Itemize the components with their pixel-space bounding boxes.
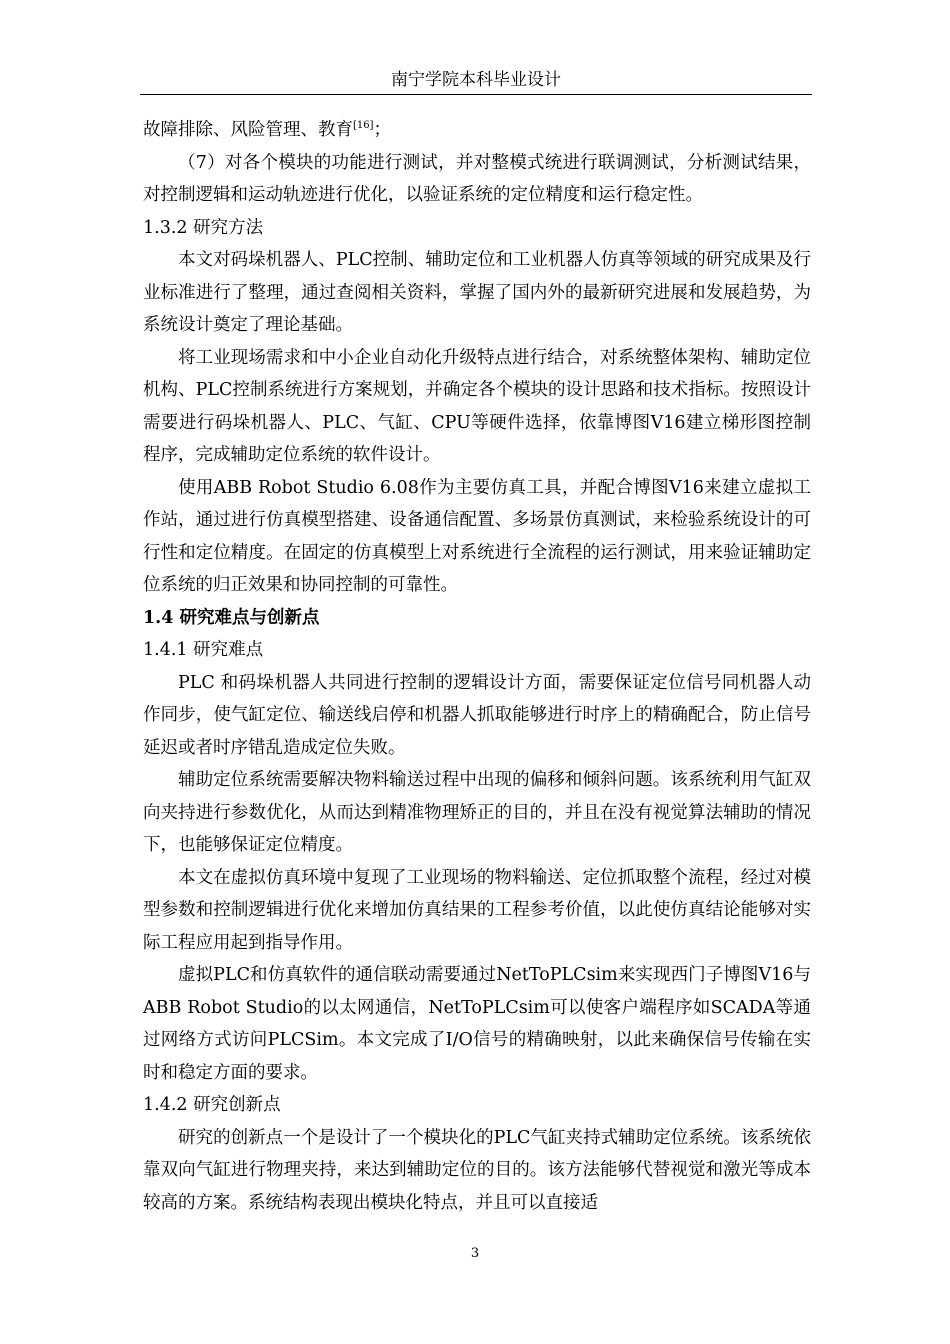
method-paragraph-1: 本文对码垛机器人、PLC控制、辅助定位和工业机器人仿真等领域的研究成果及行业标准进行了整理，通过查阅相关资料，掌握了国内外的最新研究进展和发展趋势，为系统设计奠定了理论基础。 — [143, 250, 811, 335]
method-paragraph-2: 将工业现场需求和中小企业自动化升级特点进行结合，对系统整体架构、辅助定位机构、PLC控制系统进行方案规划，并确定各个模块的设计思路和技术指标。按照设计需要进行码垛机器人、PLC、气缸、CPU等硬件选择，依靠博图V16建立梯形图控制程序，完成辅助定位系统的软件设计。 — [143, 347, 811, 465]
page-header — [140, 68, 812, 95]
section-heading-1-3-2: 1.3.2 研究方法 — [143, 217, 264, 238]
page-number: 3 — [470, 1246, 480, 1261]
section-heading-1-4-2: 1.4.2 研究创新点 — [143, 1095, 281, 1115]
difficulty-paragraph-2: 辅助定位系统需要解决物料输送过程中出现的偏移和倾斜问题。该系统利用气缸双向夹持进行参数优化，从而达到精准物理矫正的目的，并且在没有视觉算法辅助的情况下，也能够保证定位精度。 — [143, 770, 811, 855]
difficulty-paragraph-3: 本文在虚拟仿真环境中复现了工业现场的物料输送、定位抓取整个流程，经过对模型参数和控制逻辑进行优化来增加仿真结果的工程参考价值，以此使仿真结论能够对实际工程应用起到指导作用。 — [143, 867, 811, 953]
section-heading-1-4-1: 1.4.1 研究难点 — [143, 640, 264, 660]
citation-ref: [16] — [353, 120, 374, 131]
difficulty-paragraph-1: PLC 和码垛机器人共同进行控制的逻辑设计方面，需要保证定位信号同机器人动作同步，使气缸定位、输送线启停和机器人抓取能够进行时序上的精确配合，防止信号延迟或者时序错乱造成定位失败。 — [143, 672, 811, 758]
paragraph-continued — [143, 114, 811, 147]
paragraph-continued-text: 故障排除、风险管理、教育 — [143, 120, 353, 140]
difficulty-paragraph-4: 虚拟PLC和仿真软件的通信联动需要通过NetToPLCsim来实现西门子博图V16与ABB Robot Studio的以太网通信，NetToPLCsim可以使客户端程序如SCADA等通过网络方式访问PLCSim。本文完成了I/O信号的精确映射，以此来确保信号传输在实时和稳定方面的要求。 — [143, 965, 811, 1083]
paragraph-item-7: （7）对各个模块的功能进行测试，并对整模式统进行联调测试，分析测试结果，对控制逻辑和运动轨迹进行优化，以验证系统的定位精度和运行稳定性。 — [143, 152, 811, 205]
method-paragraph-3: 使用ABB Robot Studio 6.08作为主要仿真工具，并配合博图V16来建立虚拟工作站，通过进行仿真模型搭建、设备通信配置、多场景仿真测试，来检验系统设计的可行性和定位精度。在固定的仿真模型上对系统进行全流程的运行测试，用来验证辅助定位系统的归正效果和协同控制的可靠性。 — [143, 477, 811, 595]
paragraph-continued-tail: ； — [373, 120, 392, 140]
section-heading-1-4: 1.4 研究难点与创新点 — [143, 607, 320, 628]
header-title: 南宁学院本科毕业设计 — [391, 70, 561, 90]
innovation-paragraph-1: 研究的创新点一个是设计了一个模块化的PLC气缸夹持式辅助定位系统。该系统依靠双向气缸进行物理夹持，来达到辅助定位的目的。该方法能够代替视觉和激光等成本较高的方案。系统结构表现出模块化特点，并且可以直接适 — [143, 1127, 811, 1213]
page-body — [143, 114, 811, 1219]
